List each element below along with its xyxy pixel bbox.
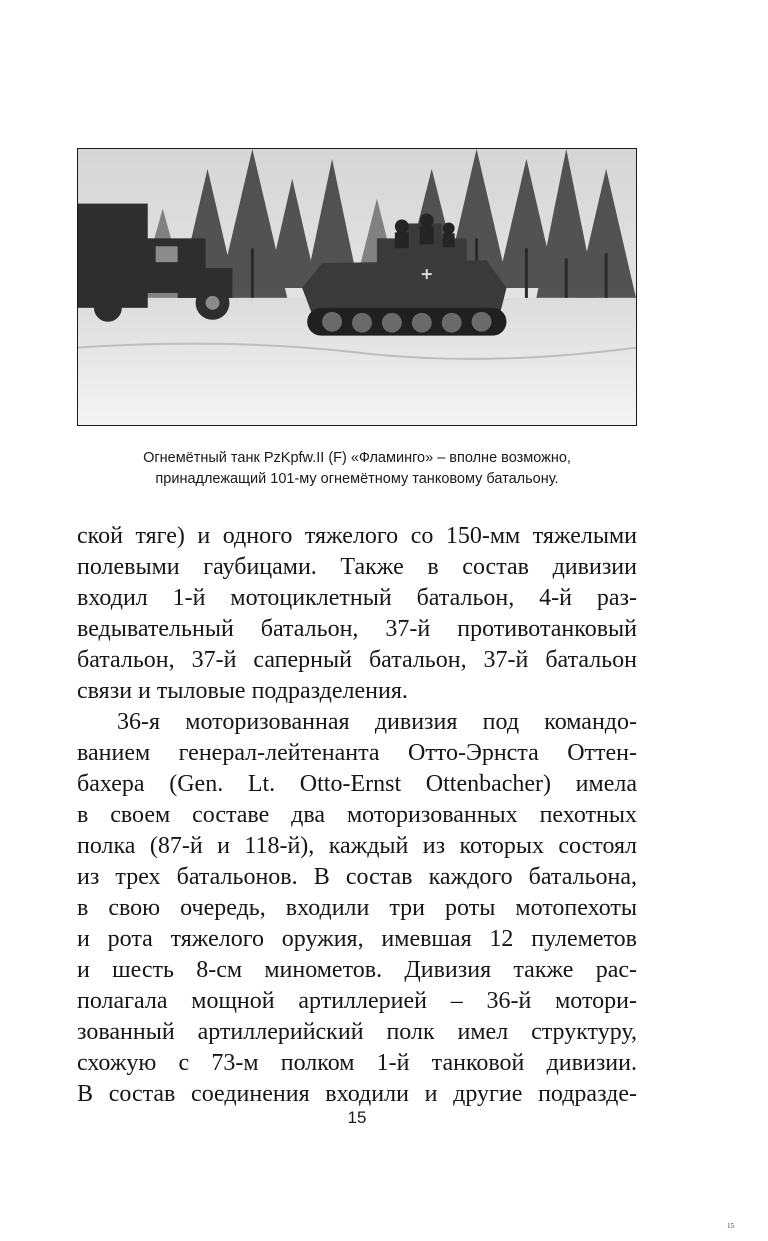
- caption-line: принадлежащий 101-му огнемётному танковому батальону.: [155, 471, 559, 487]
- text-line: связи и тыловые подразделения.: [77, 678, 408, 704]
- text-line: полка (87-й и 118-й), каждый из которых состоял: [77, 833, 637, 859]
- text-line: и рота тяжелого оружия, имевшая 12 пулеметов: [77, 926, 637, 952]
- text-line: схожую с 73-м полком 1-й танковой дивизии.: [77, 1050, 637, 1076]
- text-line: батальон, 37-й саперный батальон, 37-й батальон: [77, 647, 637, 673]
- text-line: В состав соединения входили и другие подразде-: [77, 1081, 637, 1107]
- text-line: зованный артиллерийский полк имел структуру,: [77, 1019, 637, 1045]
- page-number: 15: [347, 1108, 367, 1127]
- text-line: ванием генерал-лейтенанта Отто-Эрнста Оттен-: [77, 740, 637, 766]
- text-line: ведывательный батальон, 37-й противотанковый: [77, 616, 637, 642]
- paragraph-2: [77, 707, 637, 1110]
- text-line: в своем составе два моторизованных пехотных: [77, 802, 637, 828]
- text-line: в свою очередь, входили три роты мотопехоты: [77, 895, 637, 921]
- body-text: [77, 521, 637, 1110]
- paragraph-1: [77, 521, 637, 707]
- text-line: ской тяге) и одного тяжелого со 150-мм тяжелыми: [77, 523, 637, 549]
- photo-illustration: [78, 149, 636, 425]
- caption-line: Огнемётный танк PzKpfw.II (F) «Фламинго» – вполне возможно,: [143, 450, 571, 466]
- text-line: и шесть 8-см минометов. Дивизия также рас-: [77, 957, 637, 983]
- photo-flamingo-tank: [77, 148, 637, 426]
- text-line: бахера (Gen. Lt. Otto-Ernst Ottenbacher) имела: [77, 771, 637, 797]
- text-line: полевыми гаубицами. Также в состав дивизии: [77, 554, 637, 580]
- text-line: входил 1-й мотоциклетный батальон, 4-й раз-: [77, 585, 637, 611]
- text-line: полагала мощной артиллерией – 36-й мотори-: [77, 988, 637, 1014]
- corner-page-number: 15: [727, 1222, 734, 1230]
- text-line: из трех батальонов. В состав каждого батальона,: [77, 864, 637, 890]
- text-line: 36-я моторизованная дивизия под командо-: [117, 709, 637, 735]
- photo-caption: [77, 448, 637, 490]
